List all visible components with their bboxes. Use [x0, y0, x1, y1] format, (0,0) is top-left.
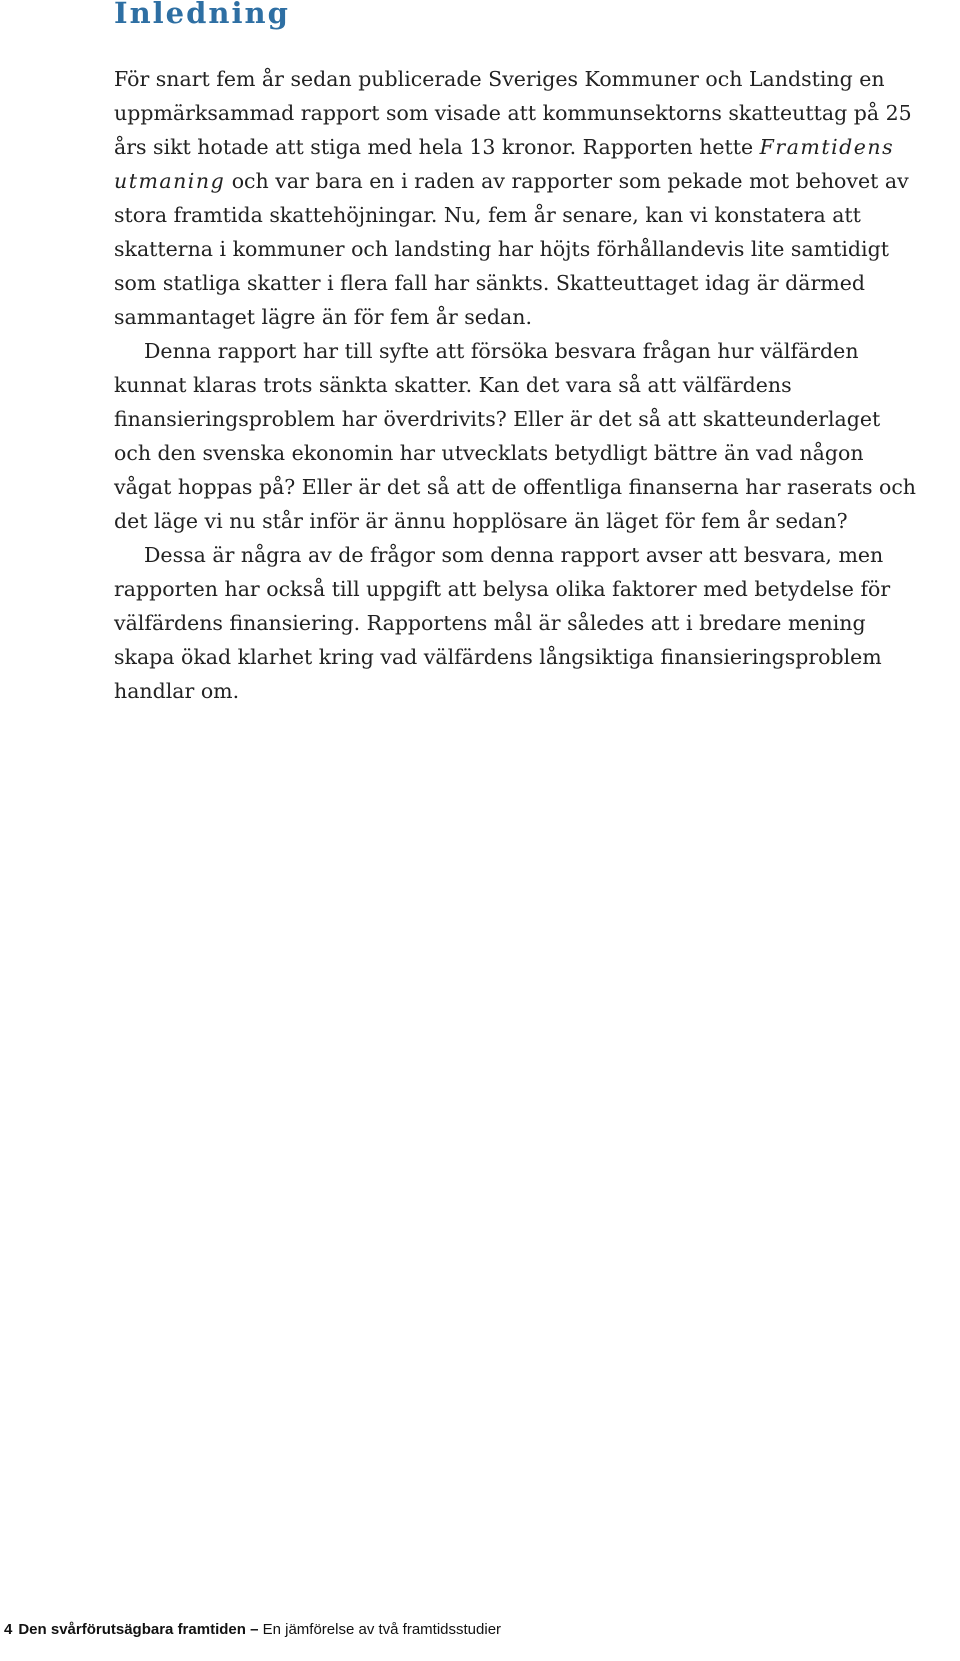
- paragraph-1: [114, 62, 918, 334]
- page-footer: [4, 1621, 501, 1638]
- paragraph-3: Dessa är några av de frågor som denna rapport avser att besvara, men rapporten har också till uppgift att belysa olika faktorer med betydelse för välfärdens finansiering. Rapportens mål är således att i bredare mening skapa ökad klarhet kring vad välfärdens långsiktiga finansieringsproblem handlar om.: [114, 543, 891, 703]
- paragraph-1-before: För snart fem år sedan publicerade Sveriges Kommuner och Landsting en uppmärksammad rapport som visade att kommunsektorns skatteuttag på 25 års sikt hotade att stiga med hela 13 kronor. Rapporten hette: [114, 67, 912, 159]
- report-title-reference: Framtidens utmaning: [114, 135, 895, 193]
- body-text: [114, 62, 918, 708]
- page-number: 4: [4, 1621, 13, 1638]
- footer-subtitle: En jämförelse av två framtidsstudier: [262, 1621, 502, 1638]
- footer-book-title: Den svårförutsägbara framtiden: [18, 1621, 246, 1638]
- footer-separator: –: [245, 1621, 263, 1638]
- section-heading: Inledning: [114, 0, 290, 30]
- paragraph-1-after: och var bara en i raden av rapporter som pekade mot behovet av stora framtida skattehöjningar. Nu, fem år senare, kan vi konstatera att skatterna i kommuner och landsting har höjts förhållandevis lite samtidigt som statliga skatter i flera fall har sänkts. Skatteuttaget idag är därmed sammantaget lägre än för fem år sedan.: [114, 169, 909, 329]
- paragraph-2: Denna rapport har till syfte att försöka besvara frågan hur välfärden kunnat klaras trots sänkta skatter. Kan det vara så att välfärdens finansieringsproblem har överdrivits? Eller är det så att skatteunderlaget och den svenska ekonomin har utvecklats betydligt bättre än vad någon vågat hoppas på? Eller är det så att de offentliga finanserna har raserats och det läge vi nu står inför är ännu hopplösare än läget för fem år sedan?: [114, 339, 917, 533]
